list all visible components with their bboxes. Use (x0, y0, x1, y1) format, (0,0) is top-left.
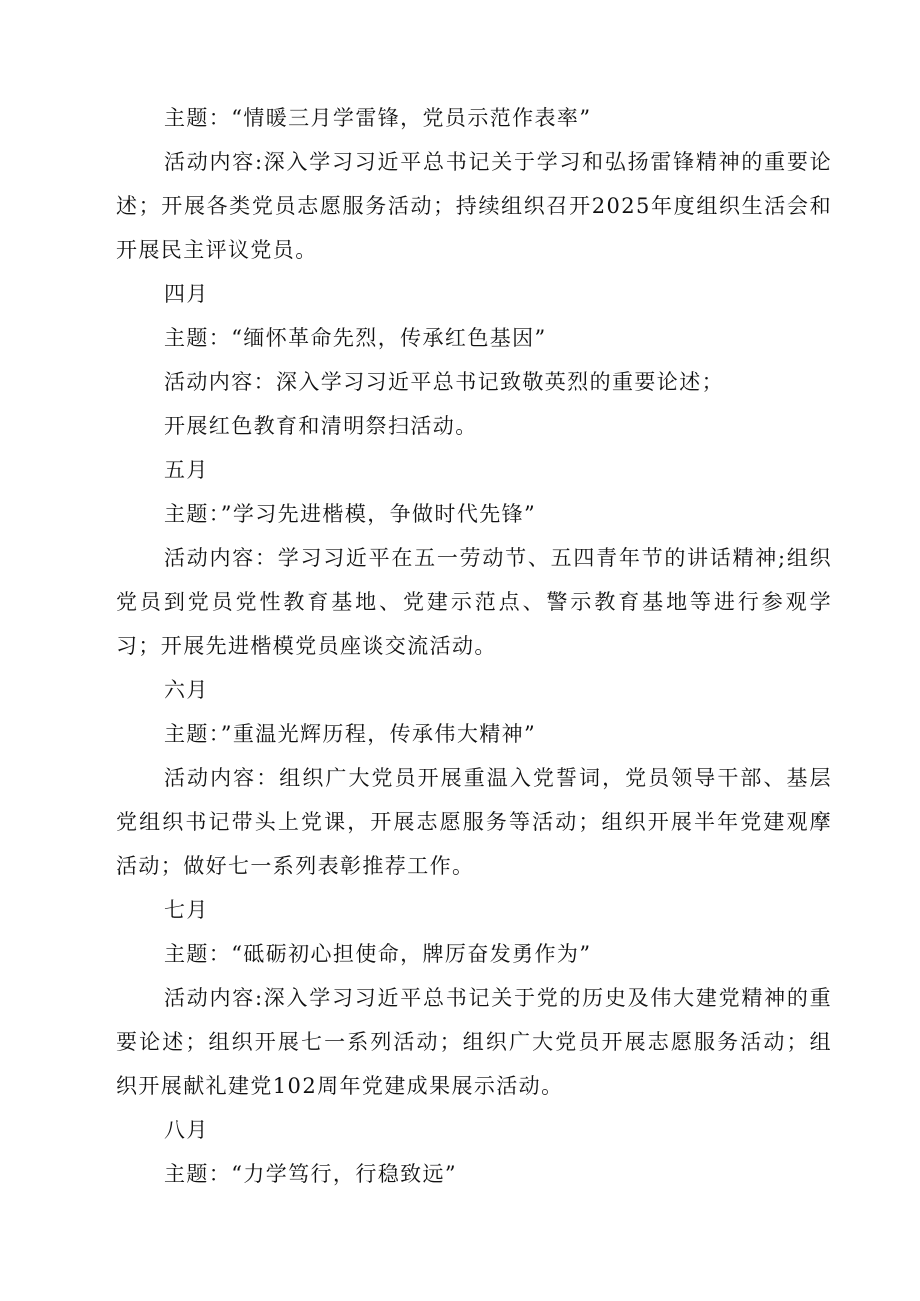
april-activity-continued: 开展红色教育和清明祭扫活动。 (164, 414, 478, 438)
june-theme: 主题：”重温光辉历程，传承伟大精神” (164, 722, 537, 746)
march-activity: 活动内容:深入学习习近平总书记关于学习和弘扬雷锋精神的重要论述；开展各类党员志愿服务活动；持续组织召开2025年度组织生活会和开展民主评议党员。 (116, 150, 832, 262)
document-body (116, 96, 832, 1196)
april-theme: 主题：“缅怀革命先烈，传承红色基因” (164, 326, 547, 350)
august-theme: 主题：“力学笃行，行稳致远” (164, 1162, 458, 1186)
june-heading: 六月 (164, 678, 209, 702)
may-heading: 五月 (164, 458, 209, 482)
july-activity: 活动内容:深入学习习近平总书记关于党的历史及伟大建党精神的重要论述；组织开展七一系列活动；组织广大党员开展志愿服务活动；组织开展献礼建党102周年党建成果展示活动。 (116, 986, 832, 1098)
august-heading: 八月 (164, 1118, 209, 1142)
april-activity: 活动内容：深入学习习近平总书记致敬英烈的重要论述； (164, 370, 724, 394)
april-heading: 四月 (164, 282, 209, 306)
july-heading: 七月 (164, 898, 209, 922)
may-activity: 活动内容：学习习近平在五一劳动节、五四青年节的讲话精神;组织党员到党员党性教育基地、党建示范点、警示教育基地等进行参观学习；开展先进楷模党员座谈交流活动。 (116, 546, 832, 658)
july-theme: 主题：“砥砺初心担使命，牌厉奋发勇作为” (164, 942, 592, 966)
march-theme: 主题：“情暖三月学雷锋，党员示范作表率” (164, 106, 592, 130)
june-activity: 活动内容：组织广大党员开展重温入党誓词，党员领导干部、基层党组织书记带头上党课，开展志愿服务等活动；组织开展半年党建观摩活动；做好七一系列表彰推荐工作。 (116, 766, 832, 878)
may-theme: 主题：”学习先进楷模，争做时代先锋” (164, 502, 537, 526)
